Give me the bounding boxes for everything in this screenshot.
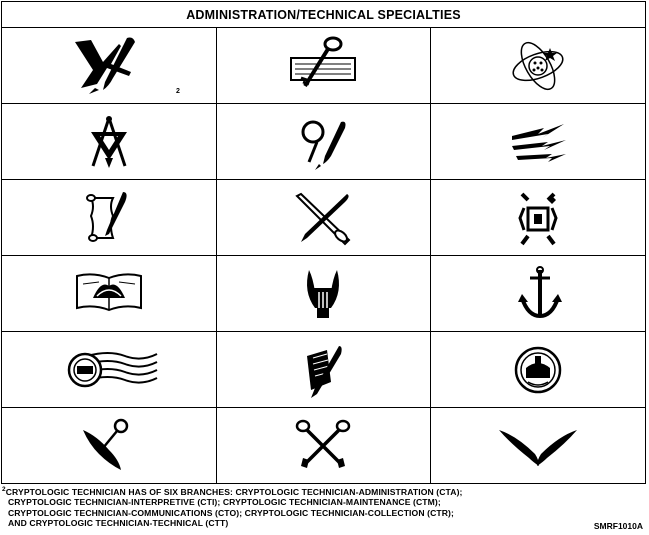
footnote <box>2 487 602 529</box>
framed-square-icon <box>498 186 578 250</box>
cell-r6c3 <box>431 408 646 484</box>
cell-r2c2 <box>216 104 431 180</box>
cell-r4c2 <box>216 256 431 332</box>
compass-triangle-icon <box>69 110 149 174</box>
cell-r4c1 <box>2 256 217 332</box>
table-title: ADMINISTRATION/TECHNICAL SPECIALTIES <box>2 2 646 28</box>
globe-wavy-lines-icon <box>59 338 159 402</box>
quill-book-icon <box>283 338 363 402</box>
cell-r1c1 <box>2 28 217 104</box>
scroll-quill-icon <box>69 186 149 250</box>
seal-emblem-icon <box>498 338 578 402</box>
crossed-quills-icon <box>493 414 583 478</box>
cell-r1c2 <box>216 28 431 104</box>
cell-r4c3 <box>431 256 646 332</box>
cell-r6c2 <box>216 408 431 484</box>
lyre-icon <box>283 262 363 326</box>
specialty-table <box>1 1 646 484</box>
magnifier-quill-icon <box>283 110 363 174</box>
lightning-bolts-icon <box>498 110 578 174</box>
footnote-line-3: CRYPTOLOGIC TECHNICIAN-COMMUNICATIONS (CTO); CRYPTOLOGIC TECHNICIAN-COLLECTION (CTR); <box>8 507 454 518</box>
crossed-pen-quill-icon <box>283 186 363 250</box>
footnote-marker: 2 <box>2 486 6 493</box>
cell-r5c3 <box>431 332 646 408</box>
figure-code: SMRF1010A <box>593 521 643 531</box>
crossed-quill-lightning-icon <box>69 34 149 98</box>
cell-r5c2 <box>216 332 431 408</box>
quill-key-icon <box>69 414 149 478</box>
cell-r3c3 <box>431 180 646 256</box>
footnote-line-2: CRYPTOLOGIC TECHNICIAN-INTERPRETIVE (CTI); CRYPTOLOGIC TECHNICIAN-MAINTENANCE (CTM); <box>8 497 441 508</box>
crossed-keys-icon <box>283 414 363 478</box>
cell-r6c1 <box>2 408 217 484</box>
cell-r2c1 <box>2 104 217 180</box>
footnote-reference: 2 <box>176 88 180 95</box>
cell-r3c2 <box>216 180 431 256</box>
cell-r3c1 <box>2 180 217 256</box>
atom-orbit-icon <box>498 34 578 98</box>
key-scroll-icon <box>283 34 363 98</box>
footnote-line-1: $^2$CRYPTOLOGIC TECHNICIAN HAS OF SIX BRANCHES: CRYPTOLOGIC TECHNICIAN-ADMINISTRATION (CTA); <box>2 486 463 497</box>
cell-r5c1 <box>2 332 217 408</box>
anchor-icon <box>498 262 578 326</box>
open-book-icon <box>69 262 149 326</box>
footnote-line-4: AND CRYPTOLOGIC TECHNICIAN-TECHNICAL (CTT) <box>8 518 229 529</box>
cell-r2c3 <box>431 104 646 180</box>
cell-r1c3 <box>431 28 646 104</box>
